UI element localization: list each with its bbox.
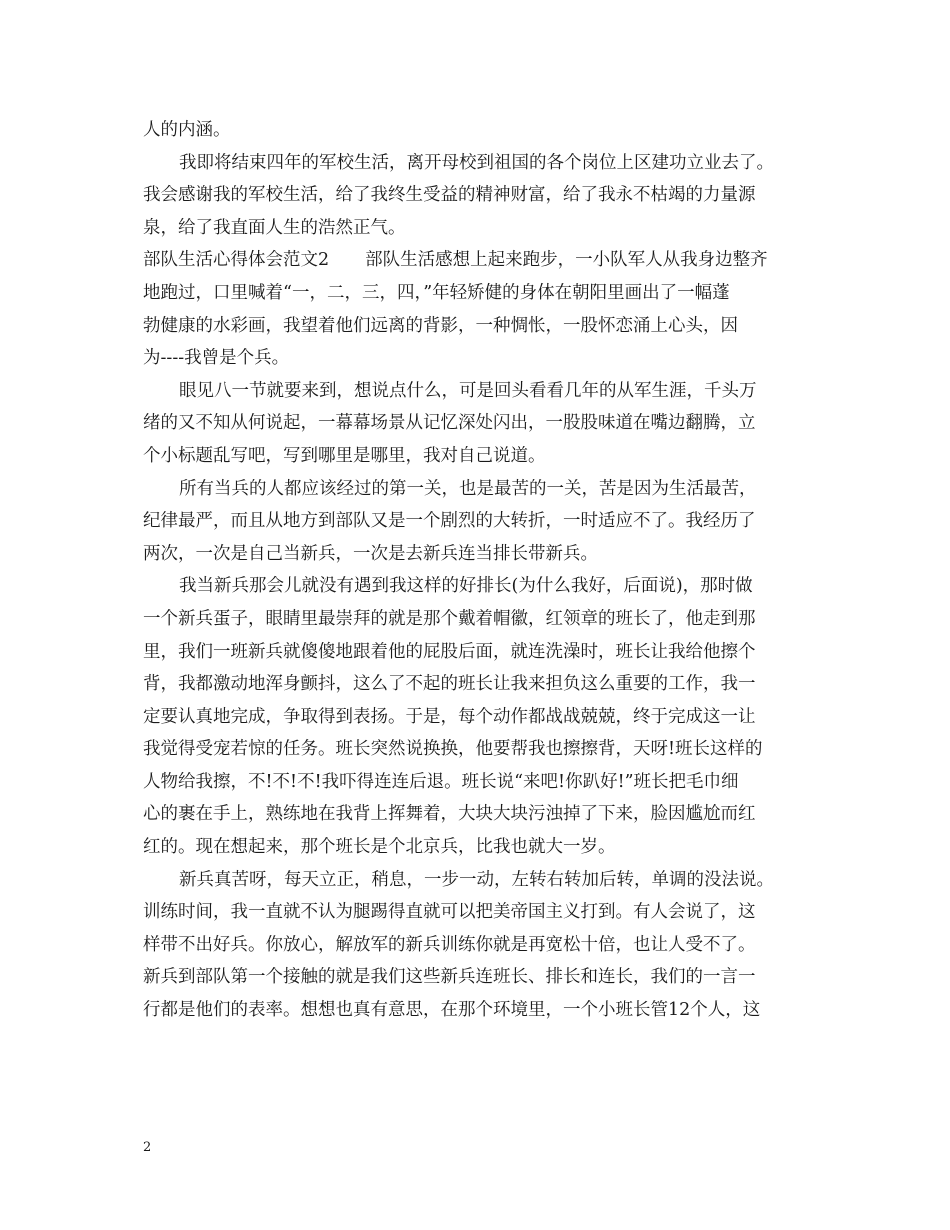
text-line — [143, 179, 810, 212]
document-body — [143, 114, 810, 1027]
text-line — [143, 766, 810, 799]
line-text: 新兵到部队第一个接触的就是我们这些新兵连班长、排长和连长，我们的一言一 — [143, 967, 756, 988]
line-text: 泉，给了我直面人生的浩然正气。 — [143, 217, 406, 238]
line-text: 训练时间，我一直就不认为腿踢得直就可以把美帝国主义打到。有人会说了，这 — [143, 902, 756, 923]
text-line — [143, 407, 810, 440]
line-text: 绪的又不知从何说起，一幕幕场景从记忆深处闪出，一股股味道在嘴边翻腾，立 — [143, 413, 756, 434]
line-text: 心的裹在手上，熟练地在我背上挥舞着，大块大块污浊掉了下来，脸因尴尬而红 — [143, 804, 756, 825]
line-text: 定要认真地完成，争取得到表扬。于是，每个动作都战战兢兢，终于完成这一让 — [143, 706, 756, 727]
text-line — [143, 310, 810, 343]
text-line — [143, 994, 810, 1027]
text-line — [143, 114, 810, 147]
text-line — [143, 212, 810, 245]
line-text: 里，我们一班新兵就傻傻地跟着他的屁股后面，就连洗澡时，班长让我给他擦个 — [143, 641, 756, 662]
line-text: 眼见八一节就要来到，想说点什么，可是回头看看几年的从军生涯，千头万 — [179, 380, 757, 401]
line-text: 人物给我擦，不!不!不!我吓得连连后退。班长说“来吧!你趴好!”班长把毛巾细 — [143, 771, 739, 792]
text-line — [143, 277, 810, 310]
text-line — [143, 961, 810, 994]
text-line — [143, 473, 810, 506]
line-text: 一个新兵蛋子，眼睛里最崇拜的就是那个戴着帽徽，红领章的班长了，他走到那 — [143, 608, 756, 629]
text-line — [143, 831, 810, 864]
line-text: 样带不出好兵。你放心，解放军的新兵训练你就是再宽松十倍，也让人受不了。 — [143, 934, 756, 955]
text-line — [143, 538, 810, 571]
text-line — [143, 603, 810, 636]
line-text: 两次，一次是自己当新兵，一次是去新兵连当排长带新兵。 — [143, 543, 598, 564]
line-text: 勃健康的水彩画，我望着他们远离的背影，一种惆怅，一股怀恋涌上心头，因 — [143, 315, 738, 336]
text-line — [143, 636, 810, 669]
text-line — [143, 701, 810, 734]
section-heading: 部队生活心得体会范文2 — [143, 250, 330, 271]
line-text: 我当新兵那会儿就没有遇到我这样的好排长(为什么我好，后面说)，那时做 — [179, 576, 753, 597]
text-line — [143, 668, 810, 701]
text-line — [143, 375, 810, 408]
text-line — [143, 440, 810, 473]
text-line — [143, 570, 810, 603]
text-line — [143, 342, 810, 375]
text-line — [143, 505, 810, 538]
text-line — [143, 733, 810, 766]
line-text: 人的内涵。 — [143, 120, 231, 140]
line-text: 地跑过，口里喊着“一，二，三，四，”年轻矫健的身体在朝阳里画出了一幅蓬 — [143, 282, 730, 303]
text-line — [143, 798, 810, 831]
line-text: 所有当兵的人都应该经过的第一关，也是最苦的一关，苦是因为生活最苦， — [179, 478, 757, 499]
line-text: 背，我都激动地浑身颤抖，这么了不起的班长让我来担负这么重要的工作，我一 — [143, 674, 756, 695]
line-text: 纪律最严，而且从地方到部队又是一个剧烈的大转折，一时适应不了。我经历了 — [143, 511, 756, 532]
text-line — [143, 896, 810, 929]
line-text: 行都是他们的表率。想想也真有意思，在那个环境里，一个小班长管12个人，这 — [143, 1000, 761, 1021]
line-text: 个小标题乱写吧，写到哪里是哪里，我对自己说道。 — [143, 445, 546, 466]
text-line — [143, 864, 810, 897]
text-line — [143, 147, 810, 180]
line-text: 我即将结束四年的军校生活，离开母校到祖国的各个岗位上区建功立业去了。 — [179, 152, 774, 173]
line-text: 我觉得受宠若惊的任务。班长突然说换换，他要帮我也擦擦背，天呀!班长这样的 — [143, 739, 763, 760]
text-line — [143, 929, 810, 962]
text-line — [143, 244, 810, 277]
page-number: 2 — [143, 1140, 152, 1155]
line-text: 我会感谢我的军校生活，给了我终生受益的精神财富，给了我永不枯竭的力量源 — [143, 185, 756, 206]
line-text: 新兵真苦呀，每天立正，稍息，一步一动，左转右转加后转，单调的没法说。 — [179, 869, 774, 890]
line-text: 部队生活感想上起来跑步，一小队军人从我身边整齐 — [365, 250, 768, 271]
line-text: 红的。现在想起来，那个班长是个北京兵，比我也就大一岁。 — [143, 837, 616, 858]
line-text: 为----我曾是个兵。 — [143, 348, 290, 369]
